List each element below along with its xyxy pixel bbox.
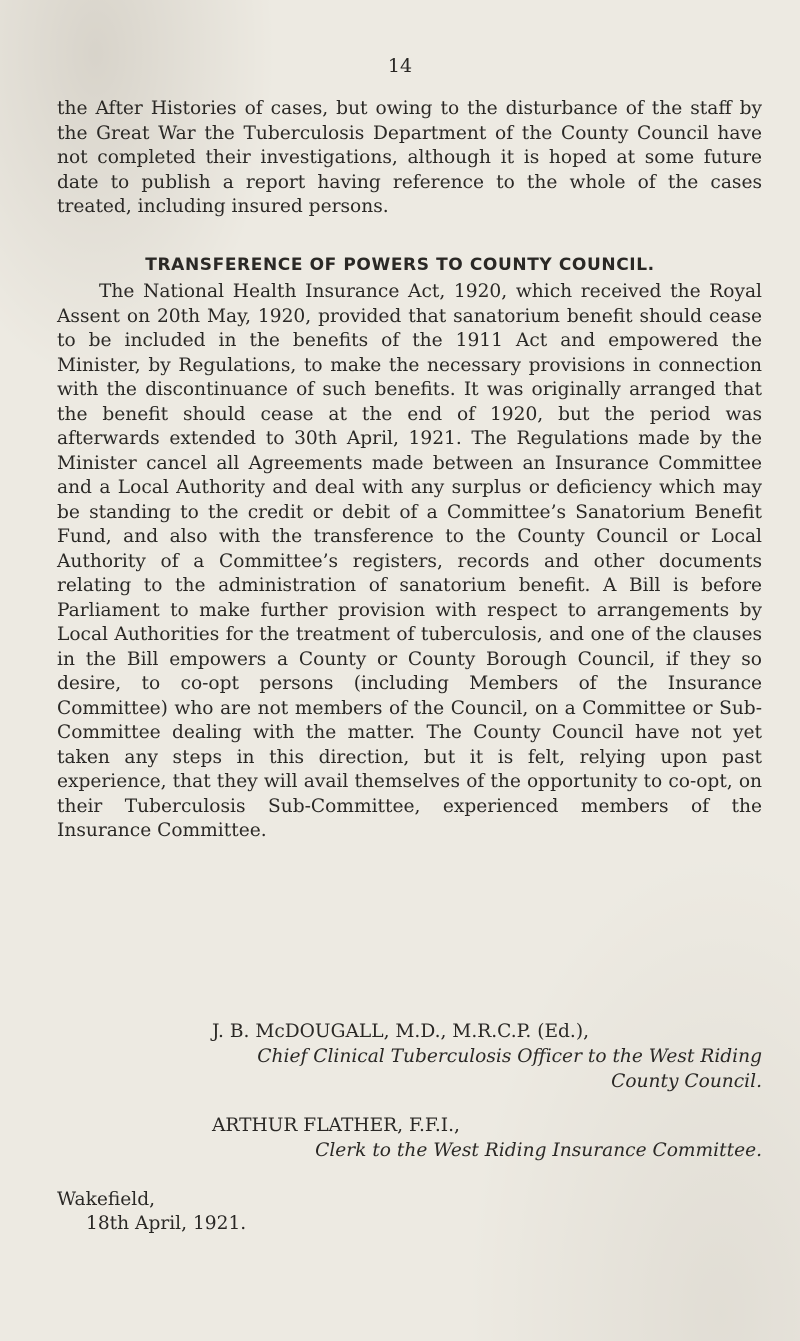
page-number: 14 (387, 55, 413, 77)
signatory-title-flather: Clerk to the West Riding Insurance Committee. (315, 1140, 762, 1161)
main-paragraph: The National Health Insurance Act, 1920, which received the Royal Assent on 20th May, 1920, provided that sanatorium benefit should cease to be included in the benefits of the 1911 Act and empowered the Minister, by Regulations, to make the necessary provisions in connection with the discontinuance of such benefits. It was originally arranged that the benefit should cease at the end of 1920, but the period was afterwards extended to 30th April, 1921. The Regulations made by the Minister cancel all Agreements made between an Insurance Committee and a Local Authority and deal with any surplus or deficiency which may be standing to the credit or debit of a Committee’s Sanatorium Benefit Fund, and also with the transference to the County Council or Local Authority of a Committee’s registers, records and other documents relating to the administration of sanatorium benefit. A Bill is before Parliament to make further provision with respect to arrangements by Local Authorities for the treatment of tuberculosis, and one of the clauses in the Bill empowers a County or County Borough Council, if they so desire, to co-opt persons (including Members of the Insurance Committee) who are not members of the Council, on a Committee or Sub-Committee dealing with the matter. The County Council have not yet taken any steps in this direction, but it is felt, relying upon past experience, that they will avail themselves of the opportunity to co-opt, on their Tuberculosis Sub-Committee, experienced members of the Insurance Committee. (57, 281, 762, 841)
signatory-title-mcdougall: Chief Clinical Tuberculosis Officer to the West Riding County Council. (257, 1046, 762, 1092)
signatory-name-flather: ARTHUR FLATHER, F.F.I., (212, 1115, 460, 1136)
place-line: Wakefield, (57, 1189, 156, 1210)
section-heading: TRANSFERENCE OF POWERS TO COUNTY COUNCIL. (145, 255, 655, 275)
date-line: 18th April, 1921. (86, 1213, 247, 1234)
intro-paragraph: the After Histories of cases, but owing to the disturbance of the staff by the Great War the Tuberculosis Department of the County Council have not completed their investigations, although it is hoped at some future date to publish a report having reference to the whole of the cases treated, including insured persons. (57, 98, 762, 217)
signatory-name-mcdougall: J. B. McDOUGALL, M.D., M.R.C.P. (Ed.), (212, 1021, 590, 1042)
